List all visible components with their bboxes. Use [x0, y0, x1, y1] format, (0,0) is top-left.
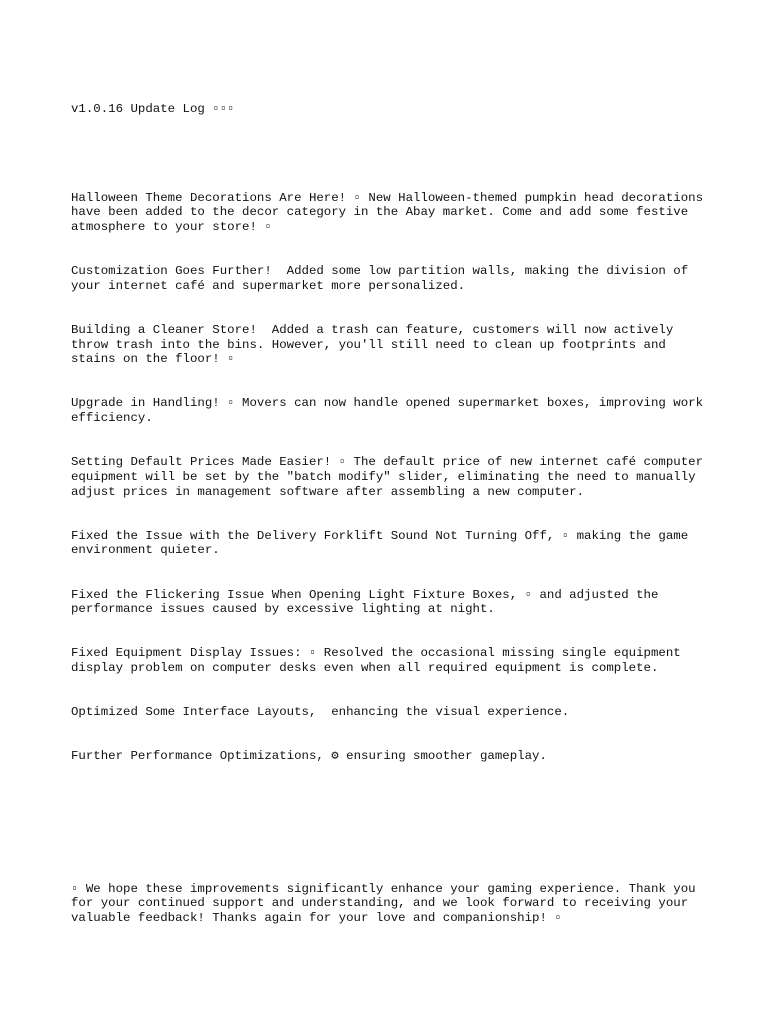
update-log-title: v1.0.16 Update Log ▫▫▫	[71, 102, 235, 117]
update-log-document	[71, 73, 711, 970]
closing-section	[71, 852, 711, 955]
change-item-trash-can: Building a Cleaner Store! Added a trash can feature, customers will now actively throw trash into the bins. However, you'll still need to clean up footprints and stains on the floor! ▫	[71, 322, 681, 367]
change-item-movers-handling: Upgrade in Handling! ▫ Movers can now handle opened supermarket boxes, improving work efficiency.	[71, 396, 711, 426]
change-item-default-prices: Setting Default Prices Made Easier! ▫ The default price of new internet café computer equipment will be set by the "batch modify" slider, eliminating the need to manually adjust prices in management software after assembling a new computer.	[71, 455, 711, 499]
change-item-interface-layouts: Optimized Some Interface Layouts, enhancing the visual experience.	[71, 705, 570, 720]
change-list	[71, 161, 711, 793]
closing-message: ▫ We hope these improvements significantly enhance your gaming experience. Thank you for your continued support and understanding, and we look forward to receiving your valuable feedback! Thanks again for your love and companionship! ▫	[71, 881, 704, 926]
change-item-light-flicker-fix: Fixed the Flickering Issue When Opening Light Fixture Boxes, ▫ and adjusted the performance issues caused by excessive lighting at night.	[71, 587, 666, 617]
change-item-performance-optimizations: Further Performance Optimizations, ⚙ ensuring smoother gameplay.	[71, 749, 547, 764]
change-item-halloween-decorations: Halloween Theme Decorations Are Here! ▫ New Halloween-themed pumpkin head decorations have been added to the decor category in the Abay market. Come and add some festive atmosphere to your store! ▫	[71, 190, 711, 235]
change-item-partition-walls: Customization Goes Further! Added some low partition walls, making the division of your internet café and supermarket more personalized.	[71, 264, 696, 293]
change-item-equipment-display-fix: Fixed Equipment Display Issues: ▫ Resolved the occasional missing single equipment display problem on computer desks even when all required equipment is complete.	[71, 646, 689, 676]
change-item-forklift-sound-fix: Fixed the Issue with the Delivery Forklift Sound Not Turning Off, ▫ making the game environment quieter.	[71, 528, 696, 558]
